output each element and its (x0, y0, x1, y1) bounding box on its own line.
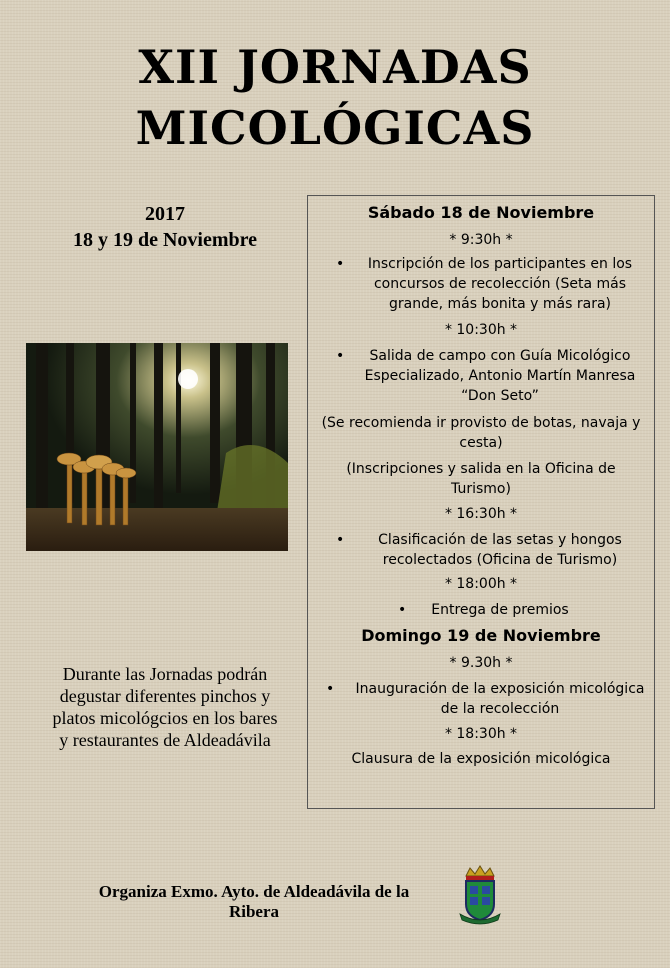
mushrooms-in-forest-photo (26, 343, 288, 551)
bullet-icon: • (326, 681, 335, 697)
sunday-heading: Domingo 19 de Noviembre (361, 626, 601, 645)
time-label: * 18:30h * (444, 726, 518, 742)
note-line: (Se recomienda ir provisto de botas, navaja y (321, 415, 641, 431)
item-line: Salida de campo con Guía Micológico (369, 348, 631, 364)
time-label: * 9:30h * (449, 232, 513, 248)
item-line: Entrega de premios (431, 602, 569, 618)
schedule-box (307, 195, 655, 809)
event-days: 18 y 19 de Noviembre (72, 229, 258, 251)
page-title-line1: XII JORNADAS (138, 40, 532, 94)
time-label: * 9.30h * (449, 655, 513, 671)
note-line: platos micológcios en los bares (52, 708, 278, 728)
page-title-line2: MICOLÓGICAS (135, 101, 535, 155)
footer-line: Organiza Exmo. Ayto. de Aldeadávila de la (98, 882, 410, 901)
note-line: degustar diferentes pinchos y (59, 686, 271, 706)
note-line: (Inscripciones y salida en la Oficina de (346, 461, 616, 477)
note-line: y restaurantes de Aldeadávila (59, 730, 271, 750)
note-line: cesta) (459, 435, 503, 451)
time-label: * 16:30h * (444, 506, 518, 522)
bullet-icon: • (336, 348, 345, 364)
item-line: de la recolección (440, 701, 560, 717)
time-label: * 10:30h * (444, 322, 518, 338)
organizer-footer (78, 882, 430, 922)
town-coat-of-arms-icon (458, 864, 502, 926)
item-line: grande, más bonita y más rara) (388, 296, 612, 312)
time-label: * 18:00h * (444, 576, 518, 592)
note-line: Durante las Jornadas podrán (62, 664, 268, 684)
item-line: concursos de recolección (Seta más (373, 276, 626, 292)
bullet-icon: • (336, 532, 345, 548)
item-line: Inscripción de los participantes en los (367, 256, 633, 272)
item-line: Clasificación de las setas y hongos (378, 532, 622, 548)
item-line: recolectados (Oficina de Turismo) (382, 552, 618, 568)
item-line: Inauguración de la exposición micológica (355, 681, 645, 697)
item-line: Especializado, Antonio Martín Manresa (364, 368, 636, 384)
item-line: “Don Seto” (461, 388, 539, 404)
bullet-icon: • (336, 256, 345, 272)
bullet-icon: • (398, 602, 407, 618)
saturday-heading: Sábado 18 de Noviembre (367, 203, 595, 222)
event-year: 2017 (145, 203, 185, 225)
note-line: Turismo) (451, 481, 511, 497)
gastronomy-note (34, 663, 296, 751)
footer-line: Ribera (228, 902, 280, 921)
closing-line: Clausura de la exposición micológica (351, 751, 611, 767)
